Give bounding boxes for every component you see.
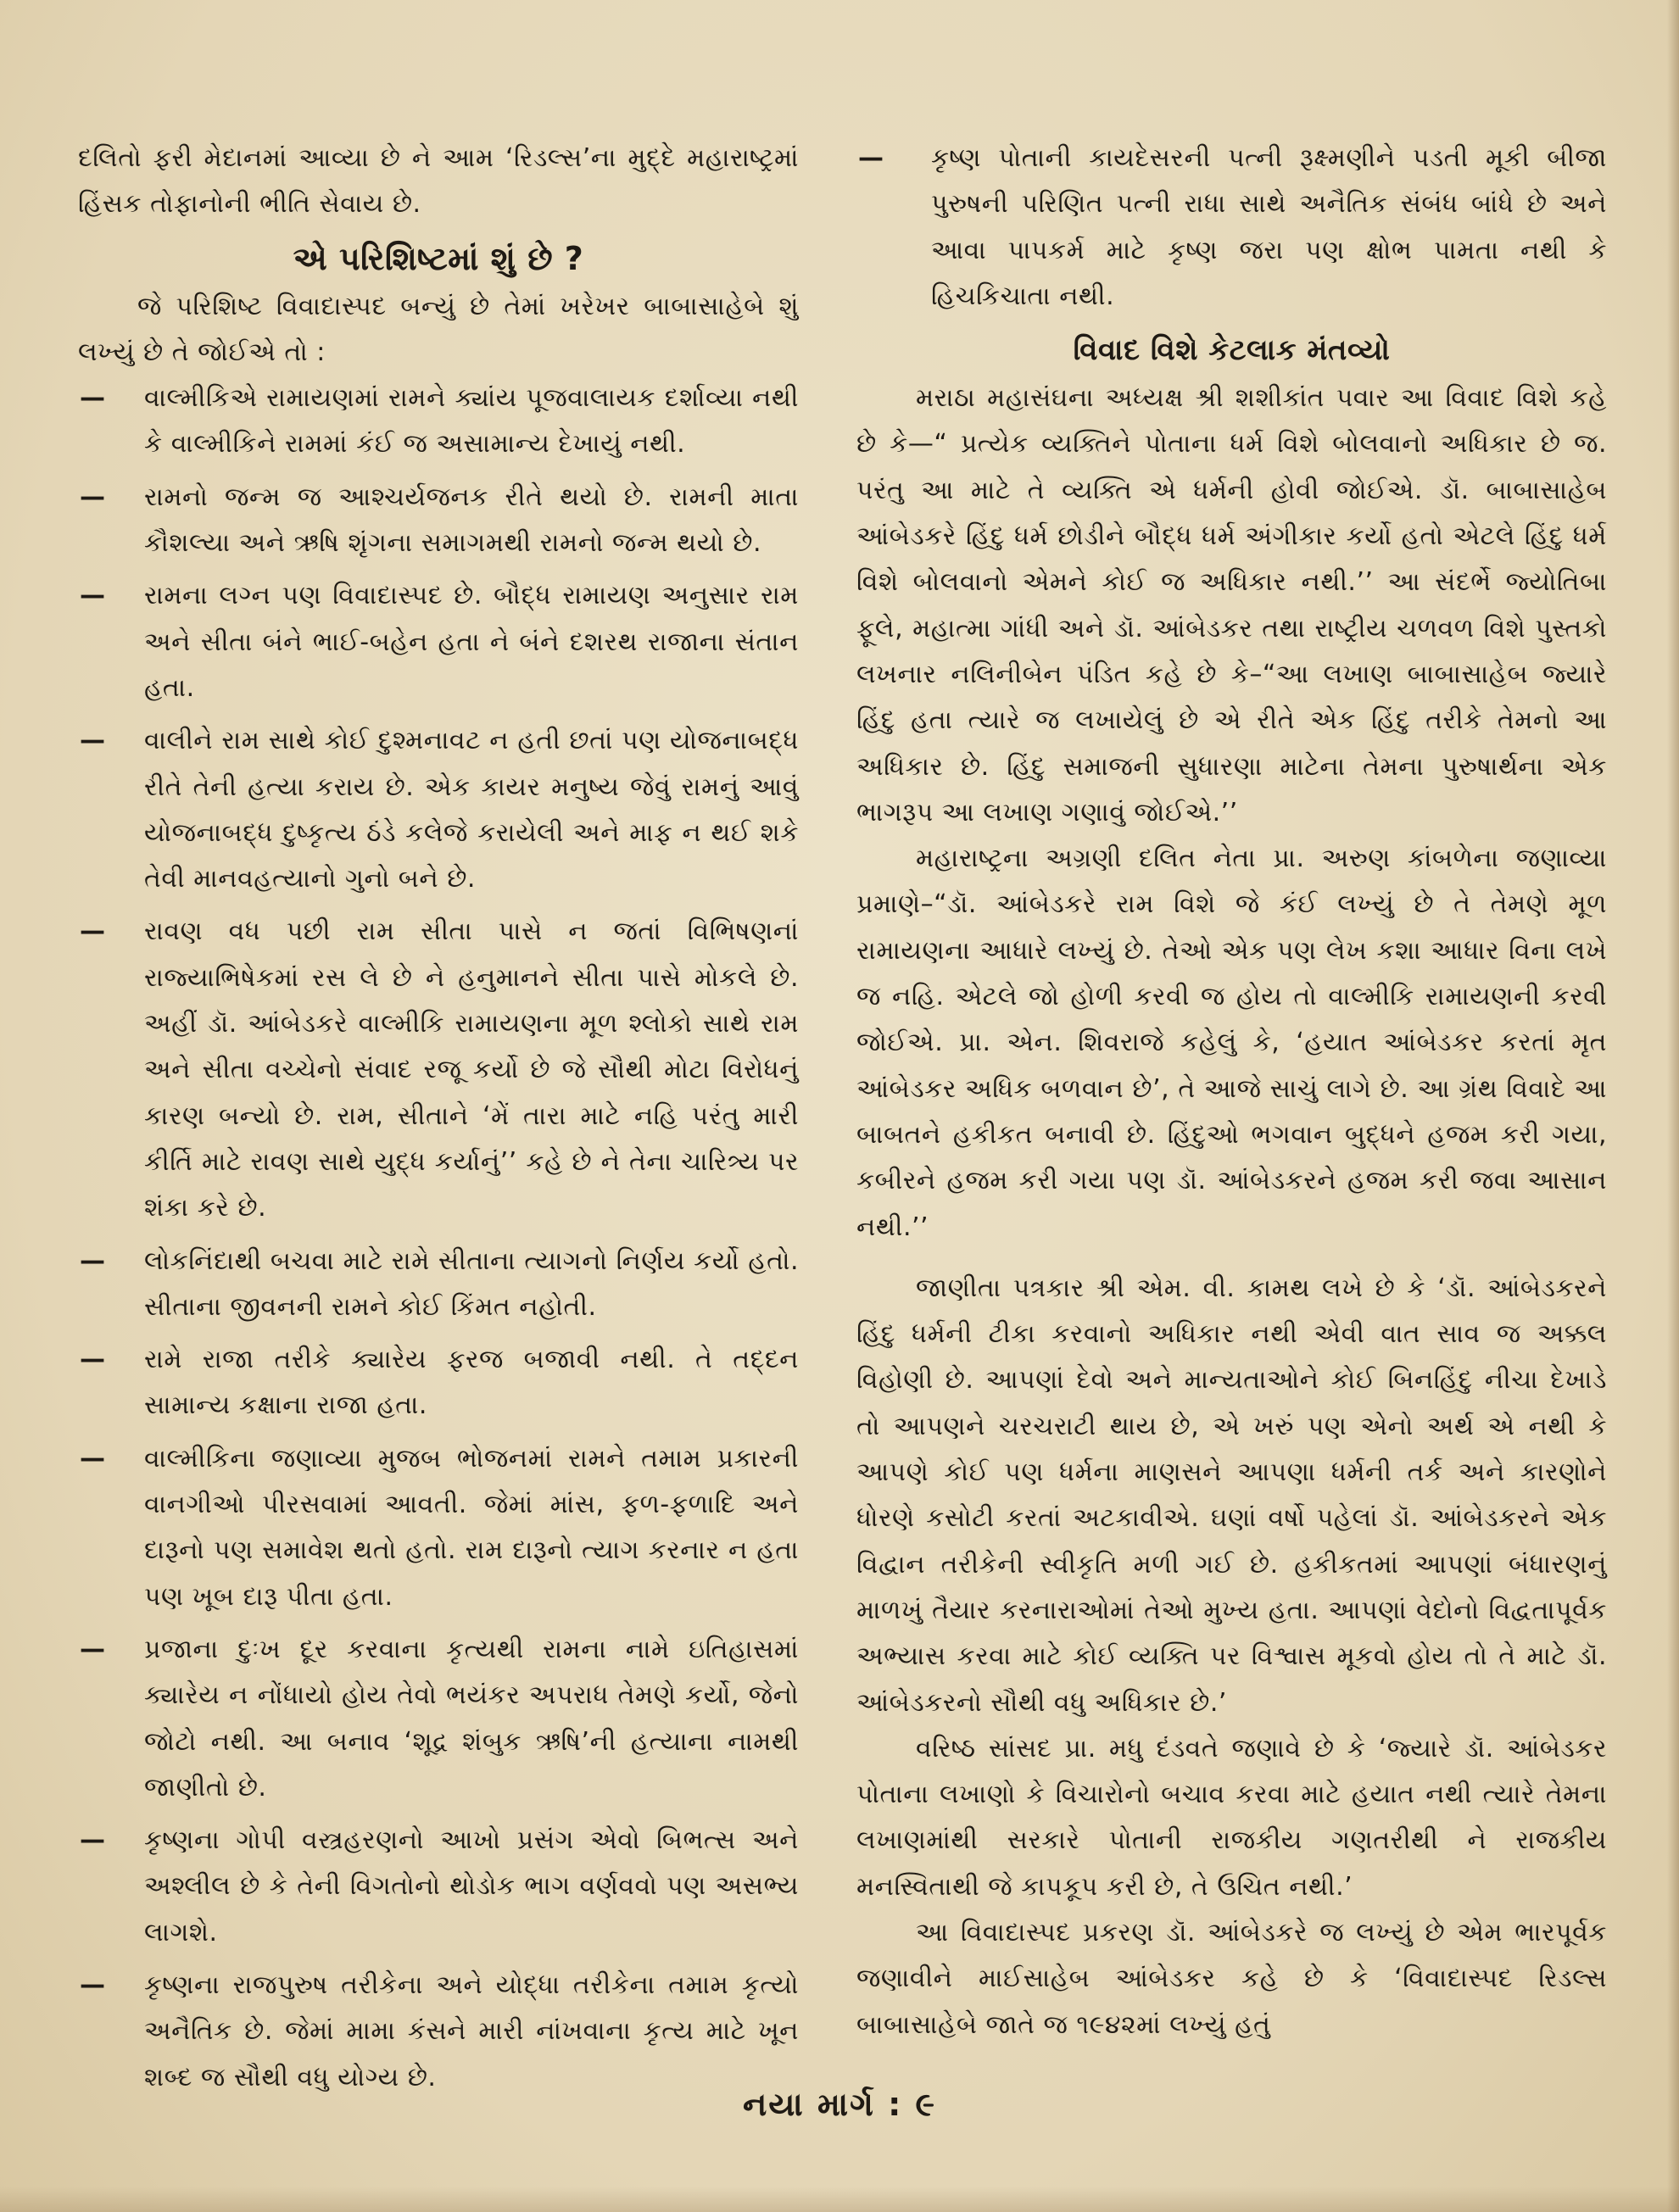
dash-marker: — [80, 917, 106, 947]
section-heading-appendix: એ પરિશિષ્ટમાં શું છે ? [293, 239, 584, 277]
list-item [856, 136, 1607, 320]
opinion-paragraph: આ વિવાદાસ્પદ પ્રકરણ ડૉ. આંબેડકરે જ લખ્યું છે એમ ભારપૂર્વક જણાવીને માઈસાહેબ આંબેડકર કહે છે કે ‘વિવાદાસ્પદ રિડલ્સ બાબાસાહેબે જાતે જ ૧૯૪૨માં લખ્યું હતું [856, 1917, 1607, 2040]
list-item-text: પ્રજાના દુઃખ દૂર કરવાના કૃત્યથી રામના નામે ઇતિહાસમાં ક્યારેય ન નોંધાયો હોય તેવો ભયંકર અપરાધ તેમણે કર્યો, જેનો જોટો નથી. આ બનાવ ‘શૂદ્ર શંબુક ઋષિ’ની હત્યાના નામથી જાણીતો છે. [144, 1634, 799, 1802]
list-item-text: કૃષ્ણના રાજપુરુષ તરીકેના અને યોદ્ધા તરીકેના તમામ કૃત્યો અનૈતિક છે. જેમાં મામા કંસને મારી નાંખવાના કૃત્ય માટે ખૂન શબ્દ જ સૌથી વધુ યોગ્ય છે. [144, 1970, 799, 2092]
appendix-points-continued [856, 136, 1607, 320]
list-item-text: વાલ્મીકિએ રામાયણમાં રામને ક્યાંય પૂજવાલાયક દર્શાવ્યા નથી કે વાલ્મીકિને રામમાં કંઈ જ અસામાન્ય દેખાયું નથી. [144, 383, 799, 460]
dash-marker: — [80, 726, 106, 756]
list-item [78, 1337, 799, 1429]
list-item [78, 376, 799, 468]
left-column [78, 136, 799, 2108]
dash-marker: — [858, 143, 884, 173]
list-item [78, 909, 799, 1231]
list-item-text: રામનો જન્મ જ આશ્ચર્યજનક રીતે થયો છે. રામની માતા કૌશલ્યા અને ઋષિ શૃંગના સમાગમથી રામનો જન્મ થયો છે. [144, 482, 799, 559]
dash-marker: — [80, 1245, 106, 1276]
list-item [78, 475, 799, 567]
page-edge-shadow [1667, 0, 1679, 2212]
opinion-paragraph: જાણીતા પત્રકાર શ્રી એમ. વી. કામથ લખે છે કે ‘ડૉ. આંબેડકરને હિંદુ ધર્મની ટીકા કરવાનો અધિકાર નથી એવી વાત સાવ જ અક્કલ વિહોણી છે. આપણાં દેવો અને માન્યતાઓને કોઈ બિનહિંદુ નીચા દેખાડે તો આપણને ચરચરાટી થાય છે, એ ખરું પણ એનો અર્થ એ નથી કે આપણે કોઈ પણ ધર્મના માણસને આપણા ધર્મની તર્ક અને કારણોને ધોરણે કસોટી કરતાં અટકાવીએ. ઘણાં વર્ષો પહેલાં ડૉ. આંબેડકરને એક વિદ્વાન તરીકેની સ્વીકૃતિ મળી ગઈ છે. હકીકતમાં આપણાં બંધારણનું માળખું તૈયાર કરનારાઓમાં તેઓ મુખ્ય હતા. આપણાં વેદોનો વિદ્વતાપૂર્વક અભ્યાસ કરવા માટે કોઈ વ્યક્તિ પર વિશ્વાસ મૂકવો હોય તો તે માટે ડૉ. આંબેડકરનો સૌથી વધુ અધિકાર છે.’ [856, 1273, 1607, 1718]
appendix-points-list [78, 376, 799, 2101]
page-bottom-shadow [0, 2187, 1679, 2212]
intro-paragraph: દલિતો ફરી મેદાનમાં આવ્યા છે ને આમ ‘રિડલ્સ’ના મુદ્દે મહારાષ્ટ્રમાં હિંસક તોફાનોની ભીતિ સેવાય છે. [78, 143, 799, 220]
list-item-text: કૃષ્ણના ગોપી વસ્ત્રહરણનો આખો પ્રસંગ એવો બિભત્સ અને અશ્લીલ છે કે તેની વિગતોનો થોડોક ભાગ વર્ણવવો પણ અસભ્ય લાગશે. [144, 1825, 799, 1947]
dash-marker: — [80, 1970, 106, 2000]
list-item-text: વાલ્મીકિના જણાવ્યા મુજબ ભોજનમાં રામને તમામ પ્રકારની વાનગીઓ પીરસવામાં આવતી. જેમાં માંસ, ફળ-ફળાદિ અને દારૂનો પણ સમાવેશ થતો હતો. રામ દારૂનો ત્યાગ કરનાર ન હતા પણ ખૂબ દારૂ પીતા હતા. [144, 1443, 799, 1612]
section-heading-opinions: વિવાદ વિશે કેટલાક મંતવ્યો [1073, 333, 1391, 368]
opinion-paragraph: વરિષ્ઠ સાંસદ પ્રા. મધુ દંડવતે જણાવે છે કે ‘જ્યારે ડૉ. આંબેડકર પોતાના લખાણો કે વિચારોનો બચાવ કરવા માટે હયાત નથી ત્યારે તેમના લખાણમાંથી સરકારે પોતાની રાજકીય ગણતરીથી ને રાજકીય મનસ્વિતાથી જે કાપકૂપ કરી છે, તે ઉચિત નથી.’ [856, 1733, 1607, 1902]
list-item-text: લોકનિંદાથી બચવા માટે રામે સીતાના ત્યાગનો નિર્ણય કર્યો હતો. સીતાના જીવનની રામને કોઈ કિંમત નહોતી. [144, 1245, 799, 1322]
list-item-text: રાવણ વધ પછી રામ સીતા પાસે ન જતાં વિભિષણનાં રાજ્યાભિષેકમાં રસ લે છે ને હનુમાનને સીતા પાસે મોકલે છે. અહીં ડૉ. આંબેડકરે વાલ્મીકિ રામાયણના મૂળ શ્લોકો સાથે રામ અને સીતા વચ્ચેનો સંવાદ રજૂ કર્યો છે જે સૌથી મોટા વિરોધનું કારણ બન્યો છે. રામ, સીતાને ‘મેં તારા માટે નહિ પરંતુ મારી કીર્તિ માટે રાવણ સાથે યુદ્ધ કર્યાનું’’ કહે છે ને તેના ચારિત્ર્ય પર શંકા કરે છે. [144, 917, 799, 1223]
list-item [78, 1818, 799, 1956]
list-item [78, 718, 799, 902]
opinion-paragraph: મરાઠા મહાસંઘના અધ્યક્ષ શ્રી શશીકાંત પવાર આ વિવાદ વિશે કહે છે કે—“ પ્રત્યેક વ્યક્તિને પોતાના ધર્મ વિશે બોલવાનો અધિકાર છે જ. પરંતુ આ માટે તે વ્યક્તિ એ ધર્મની હોવી જોઈએ. ડૉ. બાબાસાહેબ આંબેડકરે હિંદુ ધર્મ છોડીને બૌદ્ધ ધર્મ અંગીકાર કર્યો હતો એટલે હિંદુ ધર્મ વિશે બોલવાનો એમને કોઈ જ અધિકાર નથી.’’ આ સંદર્ભે જ્યોતિબા ફૂલે, મહાત્મા ગાંધી અને ડૉ. આંબેડકર તથા રાષ્ટ્રીય ચળવળ વિશે પુસ્તકો લખનાર નલિનીબેન પંડિત કહે છે કે–“આ લખાણ બાબાસાહેબ જ્યારે હિંદુ હતા ત્યારે જ લખાયેલું છે એ રીતે એક હિંદુ તરીકે તેમનો આ અધિકાર છે. હિંદુ સમાજની સુધારણા માટેના તેમના પુરુષાર્થના એક ભાગરૂપ આ લખાણ ગણાવું જોઈએ.’’ [856, 383, 1607, 827]
dash-marker: — [80, 383, 106, 414]
dash-marker: — [80, 482, 106, 512]
right-column [856, 136, 1607, 2048]
list-item [78, 573, 799, 711]
lead-paragraph: જે પરિશિષ્ટ વિવાદાસ્પદ બન્યું છે તેમાં ખરેખર બાબાસાહેબે શું લખ્યું છે તે જોઈએ તો : [78, 291, 799, 367]
paragraph-gap [856, 1251, 1607, 1266]
dash-marker: — [80, 1825, 106, 1856]
list-item [78, 1436, 799, 1620]
list-item [78, 1963, 799, 2101]
dash-marker: — [80, 581, 106, 611]
opinion-paragraph: મહારાષ્ટ્રના અગ્રણી દલિત નેતા પ્રા. અરુણ કાંબળેના જણાવ્યા પ્રમાણે–“ડૉ. આંબેડકરે રામ વિશે જે કંઈ લખ્યું છે તે તેમણે મૂળ રામાયણના આધારે લખ્યું છે. તેઓ એક પણ લેખ કશા આધાર વિના લખે જ નહિ. એટલે જો હોળી કરવી જ હોય તો વાલ્મીકિ રામાયણની કરવી જોઈએ. પ્રા. એન. શિવરાજે કહેલું કે, ‘હયાત આંબેડકર કરતાં મૃત આંબેડકર અધિક બળવાન છે’, તે આજે સાચું લાગે છે. આ ગ્રંથ વિવાદે આ બાબતને હકીકત બનાવી છે. હિંદુઓ ભગવાન બુદ્ધને હજમ કરી ગયા, કબીરને હજમ કરી ગયા પણ ડૉ. આંબેડકરને હજમ કરી જવા આસાન નથી.’’ [856, 844, 1607, 1242]
list-item [78, 1239, 799, 1331]
list-item-text: કૃષ્ણ પોતાની કાયદેસરની પત્ની રૂક્ષ્મણીને પડતી મૂકી બીજા પુરુષની પરિણિત પત્ની રાધા સાથે અનૈતિક સંબંધ બાંધે છે અને આવા પાપકર્મ માટે કૃષ્ણ જરા પણ ક્ષોભ પામતા નથી કે હિચકિચાતા નથી. [931, 143, 1607, 311]
list-item-text: રામે રાજા તરીકે ક્યારેય ફરજ બજાવી નથી. તે તદ્દન સામાન્ય કક્ષાના રાજા હતા. [144, 1345, 799, 1421]
list-item-text: વાલીને રામ સાથે કોઈ દુશ્મનાવટ ન હતી છતાં પણ યોજનાબદ્ધ રીતે તેની હત્યા કરાય છે. એક કાયર મનુષ્ય જેવું રામનું આવું યોજનાબદ્ધ દુષ્કૃત્ય ઠંડે કલેજે કરાયેલી અને માફ ન થઈ શકે તેવી માનવહત્યાનો ગુનો બને છે. [144, 726, 799, 894]
dash-marker: — [80, 1345, 106, 1375]
list-item-text: રામના લગ્ન પણ વિવાદાસ્પદ છે. બૌદ્ધ રામાયણ અનુસાર રામ અને સીતા બંને ભાઈ-બહેન હતા ને બંને દશરથ રાજાના સંતાન હતા. [144, 581, 799, 703]
page-footer: નયા માર્ગ : ૯ [742, 2086, 936, 2123]
dash-marker: — [80, 1634, 106, 1664]
dash-marker: — [80, 1443, 106, 1474]
list-item [78, 1627, 799, 1811]
